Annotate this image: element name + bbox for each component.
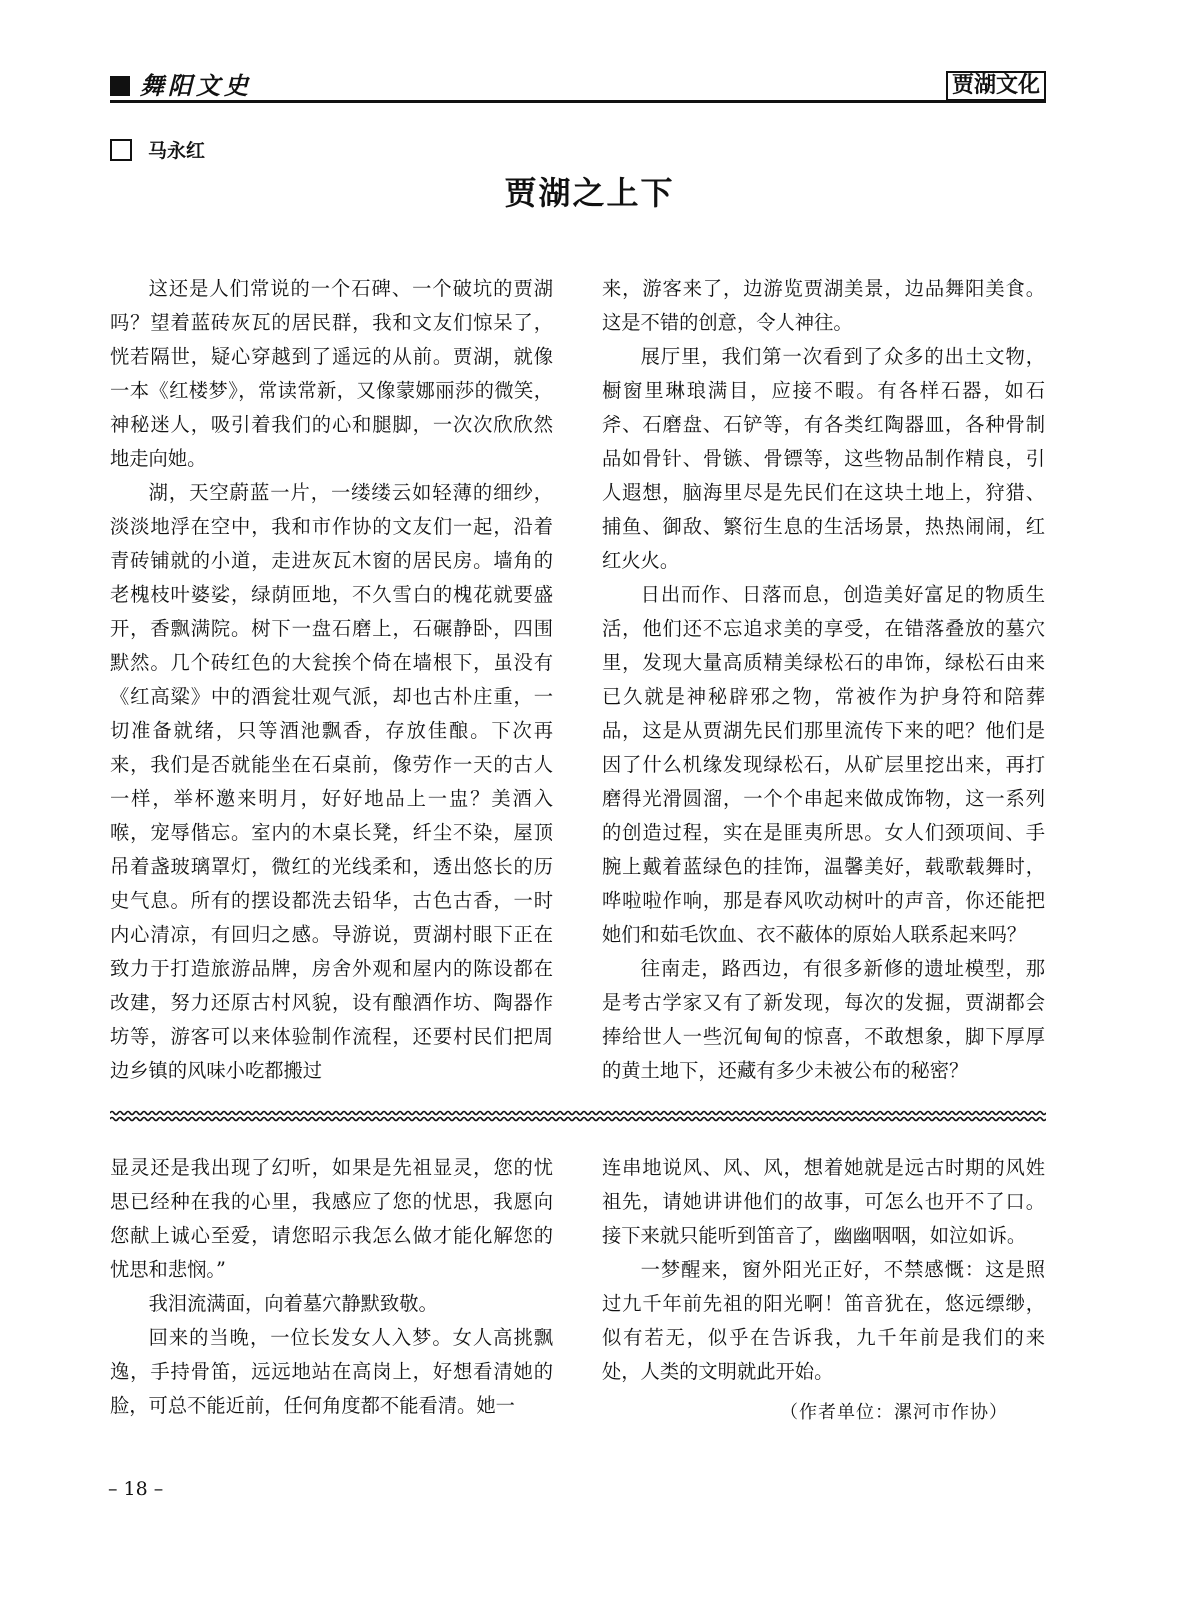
paragraph: 回来的当晚，一位长发女人入梦。女人高挑飘逸，手持骨笛，远远地站在高岗上，好想看清她的脸，可总不能近前，任何角度都不能看清。她一 [110, 1326, 553, 1417]
journal-header [110, 71, 252, 100]
journal-name: 舞阳文史 [140, 71, 252, 100]
author-box-icon [110, 139, 132, 161]
paragraph: 显灵还是我出现了幻听，如果是先祖显灵，您的忧思已经种在我的心里，我感应了您的忧思，我愿向您献上诚心至爱，请您昭示我怎么做才能化解您的忧思和悲悯。” [110, 1156, 553, 1281]
column-top-left [110, 272, 553, 1088]
author-line [110, 136, 205, 163]
paragraph: 往南走，路西边，有很多新修的遗址模型，那是考古学家又有了新发现，每次的发掘，贾湖都会捧给世人一些沉甸甸的惊喜，不敢想象，脚下厚厚的黄土地下，还藏有多少未被公布的秘密？ [602, 957, 1045, 1082]
page-number: – 18 – [108, 1478, 164, 1500]
paragraph: 来，游客来了，边游览贾湖美景，边品舞阳美食。这是不错的创意，令人神往。 [602, 277, 1045, 334]
column-bottom-right [602, 1151, 1045, 1389]
paragraph: 湖，天空蔚蓝一片，一缕缕云如轻薄的细纱，淡淡地浮在空中，我和市作协的文友们一起，沿着青砖铺就的小道，走进灰瓦木窗的居民房。墙角的老槐枝叶婆娑，绿荫匝地，不久雪白的槐花就要盛开，香飘满院。树下一盘石磨上，石碾静卧，四围默然。几个砖红色的大瓮挨个倚在墙根下，虽没有《红高粱》中的酒瓮壮观气派，却也古朴庄重，一切准备就绪，只等酒池飘香，存放佳酿。下次再来，我们是否就能坐在石桌前，像劳作一天的古人一样，举杯邀来明月，好好地品上一盅？美酒入喉，宠辱偕忘。室内的木桌长凳，纤尘不染，屋顶吊着盏玻璃罩灯，微红的光线柔和，透出悠长的历史气息。所有的摆设都洗去铅华，古色古香，一时内心清凉，有回归之感。导游说，贾湖村眼下正在致力于打造旅游品牌，房舍外观和屋内的陈设都在改建，努力还原古村风貌，设有酿酒作坊、陶器作坊等，游客可以来体验制作流程，还要村民们把周边乡镇的风味小吃都搬过 [110, 481, 553, 1082]
author-name: 马永红 [148, 140, 206, 162]
wave-divider [110, 1108, 1046, 1124]
paragraph: 我泪流满面，向着墓穴静默致敬。 [148, 1292, 438, 1315]
section-label: 贾湖文化 [946, 71, 1046, 101]
header-rule [110, 100, 1046, 103]
paragraph: 展厅里，我们第一次看到了众多的出土文物，橱窗里琳琅满目，应接不暇。有各样石器，如石斧、石磨盘、石铲等，有各类红陶器皿，各种骨制品如骨针、骨镞、骨镖等，这些物品制作精良，引人遐想，脑海里尽是先民们在这块土地上，狩猎、捕鱼、御敌、繁衍生息的生活场景，热热闹闹，红红火火。 [602, 345, 1045, 572]
column-bottom-left [110, 1151, 553, 1423]
paragraph: 一梦醒来，窗外阳光正好，不禁感慨：这是照过九千年前先祖的阳光啊！笛音犹在，悠远缥缈，似有若无，似乎在告诉我，九千年前是我们的来处，人类的文明就此开始。 [602, 1258, 1045, 1383]
column-top-right [602, 272, 1045, 1088]
author-affiliation: （作者单位：漯河市作协） [780, 1402, 1008, 1423]
paragraph: 日出而作、日落而息，创造美好富足的物质生活，他们还不忘追求美的享受，在错落叠放的墓穴里，发现大量高质精美绿松石的串饰，绿松石由来已久就是神秘辟邪之物，常被作为护身符和陪葬品，这是从贾湖先民们那里流传下来的吧？他们是因了什么机缘发现绿松石，从矿层里挖出来，再打磨得光滑圆溜，一个个串起来做成饰物，这一系列的创造过程，实在是匪夷所思。女人们颈项间、手腕上戴着蓝绿色的挂饰，温馨美好，载歌载舞时，哗啦啦作响，那是春风吹动树叶的声音，你还能把她们和茹毛饮血、衣不蔽体的原始人联系起来吗？ [602, 583, 1045, 946]
article-title: 贾湖之上下 [504, 174, 675, 212]
paragraph: 这还是人们常说的一个石碑、一个破坑的贾湖吗？望着蓝砖灰瓦的居民群，我和文友们惊呆了，恍若隔世，疑心穿越到了遥远的从前。贾湖，就像一本《红楼梦》，常读常新，又像蒙娜丽莎的微笑，神秘迷人，吸引着我们的心和腿脚，一次次欣欣然地走向她。 [110, 277, 553, 470]
header-square-icon [110, 76, 130, 96]
paragraph: 连串地说风、风、风，想着她就是远古时期的风姓祖先，请她讲讲他们的故事，可怎么也开不了口。接下来就只能听到笛音了，幽幽咽咽，如泣如诉。 [602, 1156, 1045, 1247]
